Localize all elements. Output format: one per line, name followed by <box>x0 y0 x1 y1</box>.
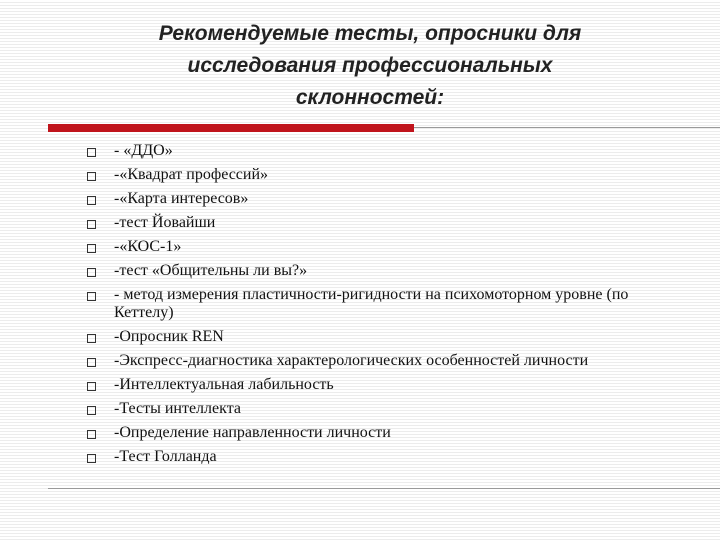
tests-list <box>84 142 684 472</box>
grey-divider <box>414 127 720 128</box>
square-bullet-icon <box>87 430 96 439</box>
list-item <box>84 238 684 256</box>
square-bullet-icon <box>87 148 96 157</box>
square-bullet-icon <box>87 358 96 367</box>
list-item <box>84 190 684 208</box>
slide-title <box>90 18 650 114</box>
list-item-text: -Тесты интеллекта <box>114 400 241 417</box>
square-bullet-icon <box>87 268 96 277</box>
square-bullet-icon <box>87 244 96 253</box>
square-bullet-icon <box>87 172 96 181</box>
list-item-text: -Опросник REN <box>114 328 224 345</box>
square-bullet-icon <box>87 292 96 301</box>
list-item-text: - «ДДО» <box>114 142 173 159</box>
list-item-text: -Определение направленности личности <box>114 424 391 441</box>
list-item <box>84 448 684 466</box>
square-bullet-icon <box>87 406 96 415</box>
list-item-text: -Тест Голланда <box>114 448 217 465</box>
bottom-divider <box>48 488 720 489</box>
title-line-1: Рекомендуемые тесты, опросники для <box>158 22 582 45</box>
list-item <box>84 214 684 232</box>
list-item <box>84 352 684 370</box>
list-item-text: -тест Йовайши <box>114 214 216 231</box>
list-item <box>84 166 684 184</box>
list-item <box>84 376 684 394</box>
list-item <box>84 286 684 322</box>
list-item-text: - метод измерения пластичности-ригидности на психомоторном уровне (по Кеттелу) <box>114 286 629 321</box>
title-line-3: склонностей: <box>295 86 445 109</box>
list-item-text: -«Квадрат профессий» <box>114 166 269 183</box>
list-item <box>84 328 684 346</box>
square-bullet-icon <box>87 382 96 391</box>
list-item <box>84 262 684 280</box>
list-item <box>84 142 684 160</box>
square-bullet-icon <box>87 334 96 343</box>
list-item-text: -Интеллектуальная лабильность <box>114 376 334 393</box>
square-bullet-icon <box>87 196 96 205</box>
list-item-text: -тест «Общительны ли вы?» <box>114 262 308 279</box>
list-item-text: -«КОС-1» <box>114 238 182 255</box>
list-item-text: -Экспресс-диагностика характерологических особенностей личности <box>114 352 589 369</box>
list-item-text: -«Карта интересов» <box>114 190 249 207</box>
square-bullet-icon <box>87 220 96 229</box>
red-accent-divider <box>48 124 414 132</box>
square-bullet-icon <box>87 454 96 463</box>
list-item <box>84 424 684 442</box>
list-item <box>84 400 684 418</box>
title-line-2: исследования профессиональных <box>187 54 553 77</box>
